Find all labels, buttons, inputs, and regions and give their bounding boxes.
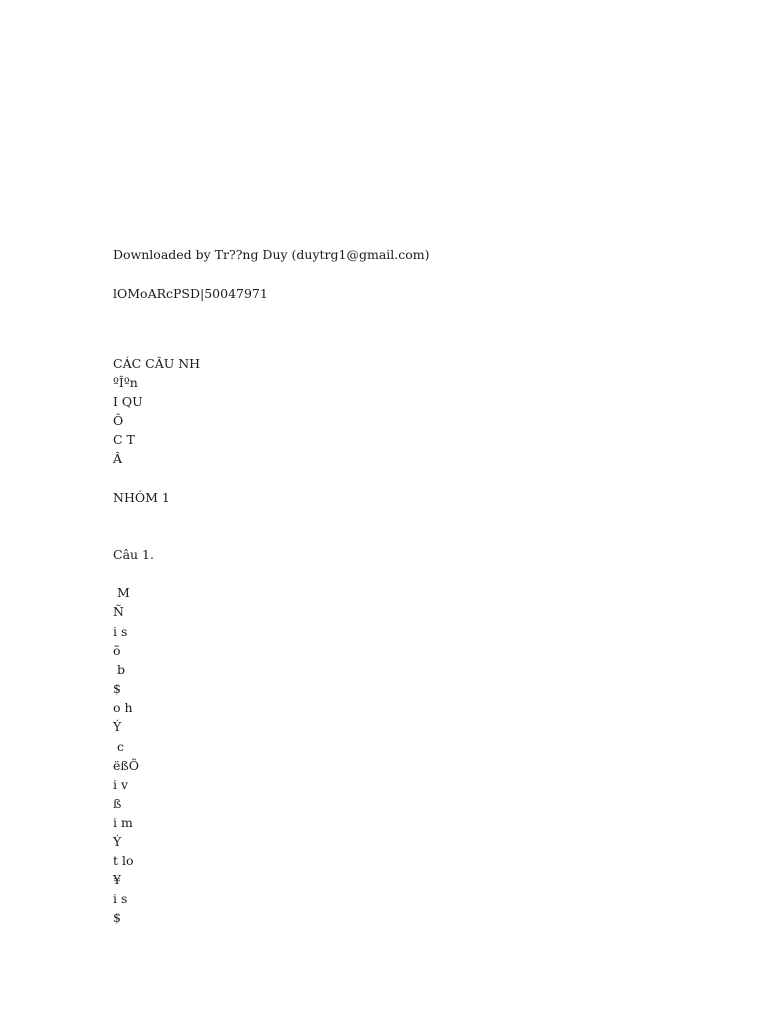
title-line: Ô xyxy=(113,413,124,428)
document-code: lOMoARcPSD|50047971 xyxy=(113,286,268,301)
download-notice: Downloaded by Tr??ng Duy (duytrg1@gmail.com) xyxy=(113,247,430,262)
text-fragment: $ xyxy=(113,910,121,925)
text-fragment: i v xyxy=(113,777,129,792)
text-fragment: Ý xyxy=(113,834,122,849)
text-fragment: i s xyxy=(113,624,128,639)
question-label: Câu 1. xyxy=(113,547,154,562)
text-fragment: ëßÕ xyxy=(113,758,139,773)
title-line: C T xyxy=(113,432,135,447)
text-fragment: õ xyxy=(113,643,121,658)
text-fragment: t lo xyxy=(113,853,134,868)
text-fragment: b xyxy=(113,662,125,677)
text-fragment: i m xyxy=(113,815,133,830)
text-fragment: i s xyxy=(113,891,128,906)
title-line: I QU xyxy=(113,394,143,409)
text-fragment: o h xyxy=(113,700,133,715)
text-fragment: M xyxy=(113,585,130,600)
text-fragment: ¥ xyxy=(113,872,121,887)
text-fragment: ß xyxy=(113,796,122,811)
group-label: NHÓM 1 xyxy=(113,490,170,505)
text-fragment: Ñ xyxy=(113,604,124,619)
title-line: Â xyxy=(113,451,123,466)
text-fragment: $ xyxy=(113,681,121,696)
text-fragment: Ý xyxy=(113,719,122,734)
title-line: ºÎºn xyxy=(113,375,138,390)
title-line: CÁC CÂU NH xyxy=(113,356,201,371)
text-fragment: c xyxy=(113,739,124,754)
